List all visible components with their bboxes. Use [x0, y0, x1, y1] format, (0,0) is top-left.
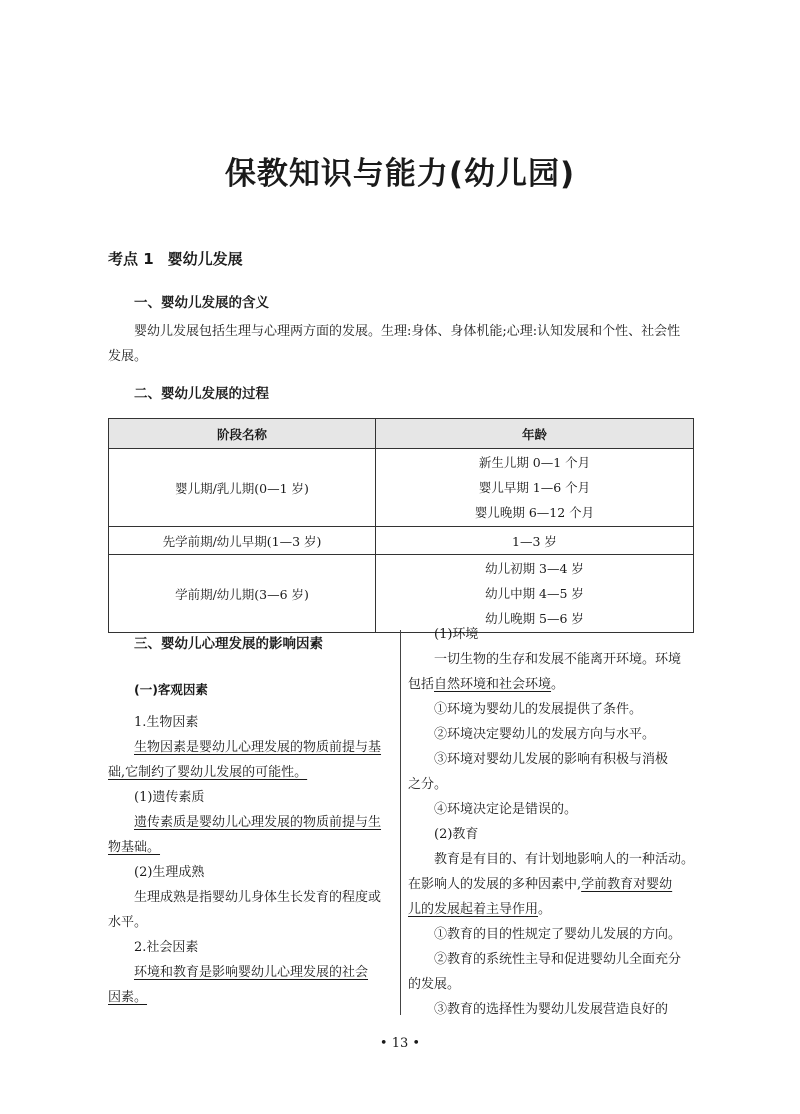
underlined-text: 学前教育对婴幼 [581, 877, 673, 892]
paragraph-line: 婴幼儿发展包括生理与心理两方面的发展。生理:身体、身体机能;心理:认知发展和个性、社会性 [134, 324, 681, 339]
text-line: ①教育的目的性规定了婴幼儿发展的方向。 [434, 927, 682, 942]
text-line [108, 810, 392, 835]
text-line [408, 872, 694, 897]
text-line: ①环境为婴幼儿的发展提供了条件。 [434, 702, 643, 717]
table-header-cell: 年龄 [376, 419, 694, 449]
left-column [108, 632, 392, 1010]
text-line [408, 897, 694, 922]
heading-meaning: 一、婴幼儿发展的含义 [134, 295, 269, 311]
text-line: 水平。 [108, 915, 148, 930]
section-name: 婴幼儿发展 [167, 250, 243, 268]
subheading-social: 2.社会因素 [134, 940, 199, 955]
table-cell-stage: 学前期/幼儿期(3—6 岁) [109, 555, 376, 633]
text-line [108, 835, 392, 860]
text-line: ③环境对婴幼儿发展的影响有积极与消极 [434, 752, 669, 767]
table-cell-ages [376, 449, 694, 527]
subheading-mature: (2)生理成熟 [134, 865, 205, 880]
text-line: 之分。 [408, 777, 448, 792]
table-row [109, 449, 694, 527]
text-line [108, 960, 392, 985]
age-item: 婴儿晚期 6—12 个月 [474, 505, 595, 520]
page-title: 保教知识与能力(幼儿园) [224, 156, 576, 192]
underlined-text: 环境和教育是影响婴幼儿心理发展的社会 [134, 965, 369, 980]
table-cell-ages: 1—3 岁 [376, 527, 694, 555]
underlined-text: 生物因素是婴幼儿心理发展的物质前提与基 [134, 740, 382, 755]
heading-process: 二、婴幼儿发展的过程 [134, 386, 269, 402]
text-line: 生理成熟是指婴幼儿身体生长发育的程度或 [134, 890, 382, 905]
subheading-edu: (2)教育 [434, 827, 479, 842]
page-number: • 13 • [379, 1036, 421, 1051]
paragraph-meaning [108, 319, 694, 369]
heading-objective: (一)客观因素 [134, 682, 208, 697]
text-line: ②教育的系统性主导和促进婴幼儿全面充分 [434, 952, 682, 967]
text-line [108, 985, 392, 1010]
text-line: 的发展。 [408, 977, 461, 992]
underlined-text: 遗传素质是婴幼儿心理发展的物质前提与生 [134, 815, 382, 830]
age-item: 新生儿期 0—1 个月 [478, 455, 591, 470]
age-item: 幼儿晚期 5—6 岁 [485, 611, 584, 626]
subheading-gene: (1)遗传素质 [134, 790, 205, 805]
section-label: 考点 1 [108, 250, 154, 268]
text-line [108, 760, 392, 785]
text-line: 教育是有目的、有计划地影响人的一种活动。 [434, 852, 694, 867]
text-line: ③教育的选择性为婴幼儿发展营造良好的 [434, 1002, 669, 1017]
underlined-text: 物基础。 [108, 840, 161, 855]
text-span: 在影响人的发展的多种因素中, [408, 877, 582, 892]
table-row [109, 527, 694, 555]
text-line [408, 672, 694, 697]
table-row [109, 555, 694, 633]
subheading-env: (1)环境 [434, 627, 479, 642]
table-cell-stage: 婴儿期/乳儿期(0—1 岁) [109, 449, 376, 527]
table-cell-ages [376, 555, 694, 633]
text-line: 一切生物的生存和发展不能离开环境。环境 [434, 652, 682, 667]
age-item: 幼儿中期 4—5 岁 [485, 586, 584, 601]
stages-table [108, 418, 694, 633]
underlined-text: 儿的发展起着主导作用 [408, 902, 539, 917]
table-header-row [109, 419, 694, 449]
text-span: 。 [551, 677, 565, 692]
subheading-bio: 1.生物因素 [134, 715, 199, 730]
column-divider [400, 630, 401, 1015]
underlined-text: 因素。 [108, 990, 148, 1005]
underlined-text: 础,它制约了婴幼儿发展的可能性。 [108, 765, 308, 780]
section-heading [108, 248, 243, 269]
age-item: 幼儿初期 3—4 岁 [485, 561, 584, 576]
table-cell-stage: 先学前期/幼儿早期(1—3 岁) [109, 527, 376, 555]
text-line [108, 735, 392, 760]
paragraph-line: 发展。 [108, 349, 148, 364]
text-span: 。 [538, 902, 552, 917]
right-column [408, 622, 694, 1022]
text-line: ④环境决定论是错误的。 [434, 802, 578, 817]
text-span: 包括 [408, 677, 435, 692]
heading-factors: 三、婴幼儿心理发展的影响因素 [134, 636, 323, 652]
underlined-text: 自然环境和社会环境 [434, 677, 552, 692]
age-item: 婴儿早期 1—6 个月 [478, 480, 591, 495]
table-header-cell: 阶段名称 [109, 419, 376, 449]
text-line: ②环境决定婴幼儿的发展方向与水平。 [434, 727, 656, 742]
